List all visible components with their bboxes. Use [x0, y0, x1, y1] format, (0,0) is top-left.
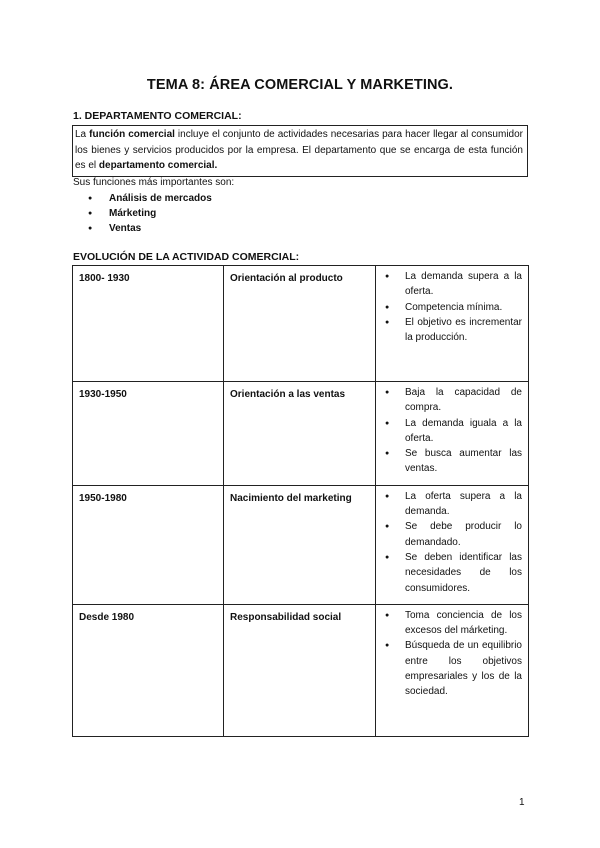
table-row	[73, 266, 529, 382]
characteristic-item: ● Se busca aumentar las ventas.	[382, 446, 522, 477]
table-row	[73, 382, 529, 486]
functions-intro: Sus funciones más importantes son:	[73, 177, 235, 188]
functions-list	[84, 191, 212, 236]
orientation-cell: Orientación al producto	[224, 266, 376, 382]
evolution-table	[72, 265, 529, 737]
definition-bold-term: función comercial	[89, 129, 175, 140]
definition-text: incluye el conjunto de actividades necesarias para hacer llegar al consumidor los bienes y servicios producidos por la empresa. El departamento que se encarga de esta función es el	[75, 129, 524, 171]
characteristic-item: ● Se deben identificar las necesidades de los consumidores.	[382, 550, 522, 596]
section-heading-departamento: 1. DEPARTAMENTO COMERCIAL:	[73, 110, 242, 122]
characteristics-cell	[376, 604, 529, 736]
period-cell: 1800- 1930	[73, 266, 224, 382]
characteristic-item: ● Búsqueda de un equilibrio entre los objetivos empresariales y los de la sociedad.	[382, 638, 522, 699]
function-item: ● Ventas	[84, 221, 212, 236]
definition-box	[72, 125, 528, 177]
page-title: TEMA 8: ÁREA COMERCIAL Y MARKETING.	[146, 77, 454, 93]
characteristic-item: ● La demanda iguala a la oferta.	[382, 416, 522, 447]
characteristic-item: ● Baja la capacidad de compra.	[382, 385, 522, 416]
period-cell: 1930-1950	[73, 382, 224, 486]
period-cell: 1950-1980	[73, 485, 224, 604]
orientation-cell: Responsabilidad social	[224, 604, 376, 736]
characteristic-item: ● Toma conciencia de los excesos del márketing.	[382, 608, 522, 639]
function-item: ● Análisis de mercados	[84, 191, 212, 206]
characteristic-item: ● Se debe producir lo demandado.	[382, 519, 522, 550]
table-row	[73, 604, 529, 736]
orientation-cell: Orientación a las ventas	[224, 382, 376, 486]
function-item: ● Márketing	[84, 206, 212, 221]
orientation-cell: Nacimiento del marketing	[224, 485, 376, 604]
characteristic-item: ● La demanda supera a la oferta.	[382, 269, 522, 300]
characteristic-item: ● La oferta supera a la demanda.	[382, 489, 522, 520]
definition-text: La	[75, 129, 90, 140]
characteristics-cell	[376, 382, 529, 486]
page-number: 1	[519, 797, 525, 808]
definition-bold-term: departamento comercial.	[98, 160, 218, 171]
characteristics-cell	[376, 485, 529, 604]
table-row	[73, 485, 529, 604]
period-cell: Desde 1980	[73, 604, 224, 736]
characteristics-cell	[376, 266, 529, 382]
characteristic-item: ● El objetivo es incrementar la producción.	[382, 315, 522, 346]
characteristic-item: ● Competencia mínima.	[382, 300, 522, 315]
section-heading-evolucion: EVOLUCIÓN DE LA ACTIVIDAD COMERCIAL:	[73, 251, 300, 263]
